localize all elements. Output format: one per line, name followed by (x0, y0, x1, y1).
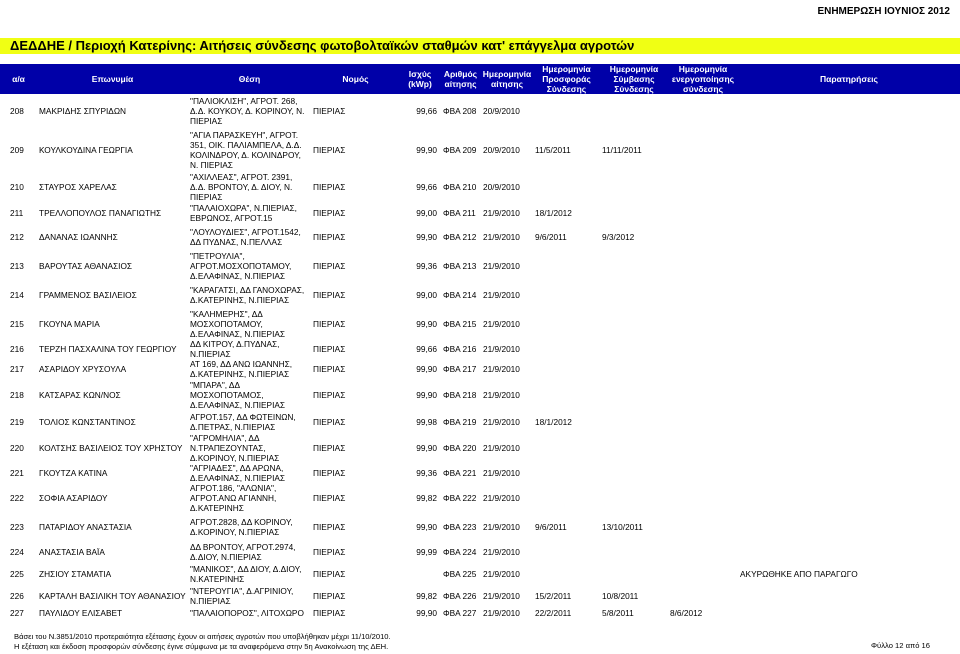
cell-location: "ΑΓΙΑ ΠΑΡΑΣΚΕΥΗ", ΑΓΡΟΤ. 351, ΟΙΚ. ΠΑΛΙΑΜΠΕΛΑ, Δ.Δ. ΚΟΛΙΝΔΡΟΥ, Δ. ΚΟΛΙΝΔΡΟΥ, Ν. ΠΙΕΡΙΑΣ (190, 130, 302, 170)
cell-activation-date (668, 359, 738, 379)
cell-prefecture: ΠΙΕΡΙΑΣ (313, 232, 346, 242)
cell-name: ΚΟΛΤΣΗΣ ΒΑΣΙΛΕΙΟΣ ΤΟΥ ΧΡΗΣΤΟΥ (39, 443, 183, 453)
cell-name: ΓΡΑΜΜΕΝΟΣ ΒΑΣΙΛΕΙΟΣ (39, 290, 137, 300)
cell-activation-date (668, 411, 738, 433)
cell-aa: 223 (10, 522, 24, 532)
table-row (0, 411, 960, 433)
page-title-text: ΔΕΔΔΗΕ / Περιοχή Κατερίνης: Αιτήσεις σύνδεσης φωτοβολταϊκών σταθμών κατ' επάγγελμα αγροτών (10, 38, 635, 53)
cell-offer-date (533, 309, 600, 339)
cell-offer-date (533, 172, 600, 202)
cell-contract-date: 9/3/2012 (602, 232, 635, 242)
cell-contract-date (600, 433, 668, 463)
cell-prefecture: ΠΙΕΡΙΑΣ (313, 443, 346, 453)
table-row (0, 309, 960, 339)
cell-prefecture: ΠΙΕΡΙΑΣ (313, 608, 346, 618)
cell-activation-date (668, 202, 738, 223)
cell-app-number: ΦΒΑ 219 (443, 417, 477, 427)
cell-app-date: 21/9/2010 (483, 591, 520, 601)
cell-offer-date: 18/1/2012 (535, 207, 572, 218)
cell-aa: 215 (10, 319, 24, 329)
cell-offer-date (533, 433, 600, 463)
cell-power: 99,90 (416, 443, 437, 453)
cell-app-date: 20/9/2010 (483, 145, 520, 155)
cell-name: ΑΝΑΣΤΑΣΙΑ ΒΑΪΑ (39, 547, 105, 557)
cell-notes (738, 379, 960, 411)
cell-app-number: ΦΒΑ 224 (443, 547, 477, 557)
cell-notes (738, 251, 960, 281)
table-row (0, 339, 960, 359)
cell-app-date: 21/9/2010 (483, 417, 520, 427)
cell-power: 99,82 (416, 591, 437, 601)
cell-location: "ΜΠΑΡΑ", ΔΔ ΜΟΣΧΟΠΟΤΑΜΟΣ, Δ.ΕΛΑΦΙΝΑΣ, Ν.ΠΙΕΡΙΑΣ (190, 380, 286, 410)
cell-power: 99,90 (416, 522, 437, 532)
cell-app-date: 20/9/2010 (483, 182, 520, 192)
col-header-name: Επωνυμία (37, 64, 188, 94)
cell-location: "ΑΧΙΛΛΕΑΣ", ΑΓΡΟΤ. 2391, Δ.Δ. ΒΡΟΝΤΟΥ, Δ. ΔΙΟΥ, Ν. ΠΙΕΡΙΑΣ (190, 172, 293, 202)
cell-power: 99,00 (416, 290, 437, 300)
cell-power: 99,98 (416, 417, 437, 427)
table-row (0, 281, 960, 309)
cell-prefecture: ΠΙΕΡΙΑΣ (313, 569, 346, 579)
cell-name: ΑΣΑΡΙΔΟΥ ΧΡΥΣΟΥΛΑ (39, 364, 127, 374)
cell-app-number: ΦΒΑ 227 (443, 608, 477, 618)
cell-contract-date: 10/8/2011 (602, 591, 639, 601)
table-row (0, 541, 960, 563)
cell-location: "ΜΑΝΙΚΟΣ", ΔΔ ΔΙΟΥ, Δ.ΔΙΟΥ, Ν.ΚΑΤΕΡΙΝΗΣ (190, 564, 302, 584)
cell-activation-date (668, 563, 738, 585)
cell-name: ΚΟΥΛΚΟΥΔΙΝΑ ΓΕΩΡΓΙΑ (39, 145, 133, 155)
table-row (0, 202, 960, 223)
cell-power: 99,36 (416, 468, 437, 478)
cell-app-number: ΦΒΑ 223 (443, 522, 477, 532)
cell-location: "ΚΑΛΗΜΕΡΗΣ", ΔΔ ΜΟΣΧΟΠΟΤΑΜΟΥ, Δ.ΕΛΑΦΙΝΑΣ, Ν.ΠΙΕΡΙΑΣ (190, 309, 286, 339)
cell-prefecture: ΠΙΕΡΙΑΣ (313, 106, 346, 116)
cell-power: 99,90 (416, 390, 437, 400)
cell-contract-date (600, 483, 668, 513)
table-row (0, 94, 960, 128)
cell-app-date: 21/9/2010 (483, 261, 520, 271)
cell-contract-date (600, 463, 668, 483)
cell-activation-date (668, 379, 738, 411)
cell-prefecture: ΠΙΕΡΙΑΣ (313, 344, 346, 354)
footer-line-2: Η εξέταση και έκδοση προσφορών σύνδεσης έγινε σύμφωνα με τα αναφερόμενα στην 5η Ανακοίνωση της ΔΕΗ. (14, 642, 389, 651)
cell-location: "ΠΑΛΑΙΟΧΩΡΑ", Ν.ΠΙΕΡΙΑΣ, ΕΒΡΩΝΟΣ, ΑΓΡΟΤ.15 (190, 202, 297, 223)
cell-app-date: 21/9/2010 (483, 608, 520, 618)
table-body (0, 94, 960, 619)
cell-aa: 222 (10, 493, 24, 503)
cell-location: "ΠΑΛΙΟΚΛΙΣΗ", ΑΓΡΟΤ. 268, Δ.Δ. ΚΟΥΚΟΥ, Δ. ΚΟΡΙΝΟΥ, Ν. ΠΙΕΡΙΑΣ (190, 96, 305, 126)
cell-app-date: 21/9/2010 (483, 290, 520, 300)
cell-power: 99,90 (416, 319, 437, 329)
cell-prefecture: ΠΙΕΡΙΑΣ (313, 468, 346, 478)
cell-aa: 225 (10, 569, 24, 579)
cell-prefecture: ΠΙΕΡΙΑΣ (313, 145, 346, 155)
table-row (0, 172, 960, 202)
cell-location: "ΛΟΥΛΟΥΔΙΕΣ", ΑΓΡΟΤ.1542, ΔΔ ΠΥΔΝΑΣ, Ν.ΠΕΛΛΑΣ (190, 227, 301, 247)
cell-aa: 209 (10, 145, 24, 155)
cell-aa: 224 (10, 547, 24, 557)
cell-notes (738, 94, 960, 128)
cell-activation-date (668, 94, 738, 128)
cell-contract-date (600, 379, 668, 411)
col-header-app-number: Αριθμός αίτησης (440, 64, 481, 94)
cell-location: ΔΔ ΒΡΟΝΤΟΥ, ΑΓΡΟΤ.2974, Δ.ΔΙΟΥ, Ν.ΠΙΕΡΙΑΣ (190, 542, 296, 562)
cell-offer-date: 9/6/2011 (535, 232, 567, 242)
cell-offer-date (533, 463, 600, 483)
cell-app-date: 21/9/2010 (483, 390, 520, 400)
cell-app-date: 20/9/2010 (483, 106, 520, 116)
col-header-prefecture: Νομός (311, 64, 400, 94)
cell-prefecture: ΠΙΕΡΙΑΣ (313, 319, 346, 329)
cell-app-number: ΦΒΑ 211 (443, 207, 476, 218)
cell-prefecture: ΠΙΕΡΙΑΣ (313, 493, 346, 503)
cell-aa: 213 (10, 261, 24, 271)
col-header-contract-date: Ημερομηνία Σύμβασης Σύνδεσης (600, 64, 668, 94)
cell-prefecture: ΠΙΕΡΙΑΣ (313, 390, 346, 400)
cell-activation-date (668, 483, 738, 513)
page-number: Φύλλο 12 από 16 (871, 641, 930, 650)
cell-prefecture: ΠΙΕΡΙΑΣ (313, 364, 346, 374)
cell-name: ΚΑΤΣΑΡΑΣ ΚΩΝ/ΝΟΣ (39, 390, 121, 400)
table-row (0, 251, 960, 281)
cell-offer-date (533, 483, 600, 513)
cell-notes (738, 281, 960, 309)
cell-name: ΓΚΟΥΝΑ ΜΑΡΙΑ (39, 319, 100, 329)
col-header-aa: α/α (0, 64, 37, 94)
cell-contract-date (600, 411, 668, 433)
cell-offer-date (533, 563, 600, 585)
cell-aa: 221 (10, 468, 24, 478)
cell-power: 99,82 (416, 493, 437, 503)
cell-notes (738, 128, 960, 172)
footer-line-1: Βάσει του Ν.3851/2010 προτεραιότητα εξέτασης έχουν οι αιτήσεις αγροτών που υποβλήθηκαν μέχρι 11/10/2010. (14, 632, 391, 641)
cell-app-number: ΦΒΑ 220 (443, 443, 477, 453)
cell-activation-date (668, 281, 738, 309)
table-row (0, 128, 960, 172)
col-header-activation-date: Ημερομηνία ενεργοποίησης σύνδεσης (668, 64, 738, 94)
table-row (0, 359, 960, 379)
cell-aa: 211 (10, 207, 24, 218)
cell-aa: 212 (10, 232, 24, 242)
cell-offer-date (533, 94, 600, 128)
cell-name: ΣΟΦΙΑ ΑΣΑΡΙΔΟΥ (39, 493, 108, 503)
cell-name: ΜΑΚΡΙΔΗΣ ΣΠΥΡΙΔΩΝ (39, 106, 127, 116)
cell-aa: 217 (10, 364, 24, 374)
footer-notes (14, 632, 391, 652)
cell-app-date: 21/9/2010 (483, 319, 520, 329)
cell-location: "ΑΓΡΙΑΔΕΣ", ΔΔ ΑΡΩΝΑ, Δ.ΕΛΑΦΙΝΑΣ, Ν.ΠΙΕΡΙΑΣ (190, 463, 286, 483)
cell-location: "ΚΑΡΑΓΑΤΣΙ, ΔΔ ΓΑΝΟΧΩΡΑΣ, Δ.ΚΑΤΕΡΙΝΗΣ, Ν.ΠΙΕΡΙΑΣ (190, 285, 305, 305)
cell-power: 99,90 (416, 364, 437, 374)
cell-activation-date (668, 251, 738, 281)
cell-location: "ΑΓΡΟΜΗΛΙΑ", ΔΔ Ν.ΤΡΑΠΕΖΟΥΝΤΑΣ, Δ.ΚΟΡΙΝΟΥ, Ν.ΠΙΕΡΙΑΣ (190, 433, 280, 463)
cell-offer-date: 15/2/2011 (535, 591, 572, 601)
cell-contract-date (600, 339, 668, 359)
cell-location: ΑΓΡΟΤ.157, ΔΔ ΦΩΤΕΙΝΩΝ, Δ.ΠΕΤΡΑΣ, Ν.ΠΙΕΡΙΑΣ (190, 412, 296, 432)
cell-notes (738, 433, 960, 463)
cell-activation-date (668, 128, 738, 172)
cell-contract-date: 13/10/2011 (602, 522, 643, 532)
cell-location: ΔΔ ΚΙΤΡΟΥ, Δ.ΠΥΔΝΑΣ, Ν.ΠΙΕΡΙΑΣ (190, 339, 280, 359)
cell-app-date: 21/9/2010 (483, 443, 520, 453)
table-row (0, 379, 960, 411)
cell-app-number: ΦΒΑ 221 (443, 468, 477, 478)
cell-contract-date (600, 281, 668, 309)
cell-activation-date (668, 433, 738, 463)
cell-aa: 226 (10, 591, 24, 601)
cell-notes (738, 339, 960, 359)
table-row (0, 223, 960, 251)
cell-contract-date: 5/8/2011 (602, 608, 634, 618)
cell-offer-date (533, 281, 600, 309)
cell-activation-date (668, 541, 738, 563)
cell-contract-date (600, 172, 668, 202)
cell-notes (738, 607, 960, 619)
cell-contract-date: 11/11/2011 (602, 145, 642, 155)
cell-app-number: ΦΒΑ 226 (443, 591, 477, 601)
cell-app-date: 21/9/2010 (483, 493, 520, 503)
cell-name: ΣΤΑΥΡΟΣ ΧΑΡΕΛΑΣ (39, 182, 117, 192)
cell-app-date: 21/9/2010 (483, 522, 520, 532)
cell-app-date: 21/9/2010 (483, 207, 520, 218)
cell-app-number: ΦΒΑ 222 (443, 493, 477, 503)
cell-app-number: ΦΒΑ 217 (443, 364, 477, 374)
cell-app-number: ΦΒΑ 218 (443, 390, 477, 400)
cell-name: ΓΚΟΥΤΖΑ ΚΑΤΙΝΑ (39, 468, 108, 478)
table-row (0, 513, 960, 541)
cell-prefecture: ΠΙΕΡΙΑΣ (313, 207, 346, 218)
cell-offer-date (533, 339, 600, 359)
cell-aa: 220 (10, 443, 24, 453)
cell-app-date: 21/9/2010 (483, 547, 520, 557)
table-row (0, 433, 960, 463)
cell-app-date: 21/9/2010 (483, 569, 520, 579)
col-header-offer-date: Ημερομηνία Προσφοράς Σύνδεσης (533, 64, 600, 94)
cell-aa: 208 (10, 106, 24, 116)
col-header-notes: Παρατηρήσεις (738, 64, 960, 94)
col-header-location: Θέση (188, 64, 311, 94)
cell-app-number: ΦΒΑ 212 (443, 232, 477, 242)
cell-notes (738, 411, 960, 433)
cell-aa: 219 (10, 417, 24, 427)
cell-activation-date: 8/6/2012 (670, 608, 703, 618)
cell-power: 99,90 (416, 608, 437, 618)
table-header-row (0, 64, 960, 94)
cell-location: "ΝΤΕΡΟΥΓΙΑ", Δ.ΑΓΡΙΝΙΟΥ, Ν.ΠΙΕΡΙΑΣ (190, 586, 294, 606)
cell-power: 99,90 (416, 232, 437, 242)
cell-offer-date: 18/1/2012 (535, 417, 572, 427)
table-row (0, 563, 960, 585)
cell-prefecture: ΠΙΕΡΙΑΣ (313, 182, 346, 192)
cell-name: ΤΕΡΖΗ ΠΑΣΧΑΛΙΝΑ ΤΟΥ ΓΕΩΡΓΙΟΥ (39, 344, 177, 354)
cell-app-number: ΦΒΑ 215 (443, 319, 477, 329)
cell-notes (738, 202, 960, 223)
cell-offer-date (533, 541, 600, 563)
cell-aa: 216 (10, 344, 24, 354)
cell-notes (738, 309, 960, 339)
cell-contract-date (600, 251, 668, 281)
cell-name: ΠΑΥΛΙΔΟΥ ΕΛΙΣΑΒΕΤ (39, 608, 123, 618)
cell-app-number: ΦΒΑ 214 (443, 290, 477, 300)
cell-activation-date (668, 585, 738, 607)
cell-power: 99,66 (416, 106, 437, 116)
cell-power (400, 563, 440, 585)
cell-prefecture: ΠΙΕΡΙΑΣ (313, 591, 346, 601)
cell-location: "ΠΕΤΡΟΥΛΙΑ", ΑΓΡΟΤ.ΜΟΣΧΟΠΟΤΑΜΟΥ, Δ.ΕΛΑΦΙΝΑΣ, Ν.ΠΙΕΡΙΑΣ (190, 251, 292, 281)
cell-offer-date (533, 379, 600, 411)
cell-contract-date (600, 541, 668, 563)
cell-offer-date: 22/2/2011 (535, 608, 572, 618)
cell-notes: ΑΚΥΡΩΘΗΚΕ ΑΠΟ ΠΑΡΑΓΩΓΟ (740, 569, 858, 579)
table-row (0, 607, 960, 619)
cell-notes (738, 541, 960, 563)
cell-activation-date (668, 339, 738, 359)
cell-contract-date (600, 309, 668, 339)
page-title (0, 38, 960, 54)
cell-activation-date (668, 223, 738, 251)
cell-location: "ΠΑΛΑΙΟΠΟΡΟΣ", ΛΙΤΟΧΩΡΟ (190, 608, 304, 618)
cell-prefecture: ΠΙΕΡΙΑΣ (313, 290, 346, 300)
col-header-app-date: Ημερομηνία αίτησης (481, 64, 533, 94)
cell-name: ΤΟΛΙΟΣ ΚΩΝΣΤΑΝΤΙΝΟΣ (39, 417, 136, 427)
cell-aa: 210 (10, 182, 24, 192)
cell-offer-date (533, 251, 600, 281)
cell-contract-date (600, 94, 668, 128)
cell-offer-date (533, 359, 600, 379)
cell-name: ΖΗΣΙΟΥ ΣΤΑΜΑΤΙΑ (39, 569, 112, 579)
col-header-power: Ισχύς (kWp) (400, 64, 440, 94)
cell-name: ΒΑΡΟΥΤΑΣ ΑΘΑΝΑΣΙΟΣ (39, 261, 133, 271)
cell-notes (738, 483, 960, 513)
cell-notes (738, 513, 960, 541)
cell-aa: 218 (10, 390, 24, 400)
cell-prefecture: ΠΙΕΡΙΑΣ (313, 417, 346, 427)
table-row (0, 483, 960, 513)
cell-offer-date: 11/5/2011 (535, 145, 571, 155)
cell-aa: 227 (10, 608, 24, 618)
cell-app-number: ΦΒΑ 208 (443, 106, 477, 116)
cell-power: 99,36 (416, 261, 437, 271)
cell-notes (738, 585, 960, 607)
cell-contract-date (600, 202, 668, 223)
cell-location: ΑΓΡΟΤ.2828, ΔΔ ΚΟΡΙΝΟΥ, Δ.ΚΟΡΙΝΟΥ, Ν.ΠΙΕΡΙΑΣ (190, 517, 293, 537)
cell-activation-date (668, 463, 738, 483)
cell-app-number: ΦΒΑ 210 (443, 182, 477, 192)
table-row (0, 463, 960, 483)
applications-table (0, 64, 960, 619)
cell-prefecture: ΠΙΕΡΙΑΣ (313, 547, 346, 557)
cell-power: 99,66 (416, 182, 437, 192)
cell-name: ΚΑΡΤΑΛΗ ΒΑΣΙΛΙΚΗ ΤΟΥ ΑΘΑΝΑΣΙΟΥ (39, 591, 186, 601)
cell-activation-date (668, 172, 738, 202)
cell-app-date: 21/9/2010 (483, 232, 520, 242)
cell-activation-date (668, 309, 738, 339)
cell-prefecture: ΠΙΕΡΙΑΣ (313, 261, 346, 271)
cell-location: ΑΓΡΟΤ.186, "ΑΛΩΝΙΑ", ΑΓΡΟΤ.ΑΝΩ ΑΓΙΑΝΝΗ, Δ.ΚΑΤΕΡΙΝΗΣ (190, 483, 277, 513)
cell-app-number: ΦΒΑ 225 (443, 569, 477, 579)
cell-prefecture: ΠΙΕΡΙΑΣ (313, 522, 346, 532)
cell-app-date: 21/9/2010 (483, 468, 520, 478)
cell-app-number: ΦΒΑ 213 (443, 261, 477, 271)
cell-location: ΑΤ 169, ΔΔ ΑΝΩ ΙΩΑΝΝΗΣ, Δ.ΚΑΤΕΡΙΝΗΣ, Ν.ΠΙΕΡΙΑΣ (190, 359, 293, 379)
cell-name: ΔΑΝΑΝΑΣ ΙΩΑΝΝΗΣ (39, 232, 118, 242)
cell-aa: 214 (10, 290, 24, 300)
cell-app-number: ΦΒΑ 209 (443, 145, 477, 155)
cell-app-date: 21/9/2010 (483, 344, 520, 354)
cell-notes (738, 359, 960, 379)
cell-power: 99,66 (416, 344, 437, 354)
cell-notes (738, 223, 960, 251)
cell-notes (738, 172, 960, 202)
cell-contract-date (600, 563, 668, 585)
cell-power: 99,90 (416, 145, 437, 155)
cell-activation-date (668, 513, 738, 541)
cell-app-date: 21/9/2010 (483, 364, 520, 374)
cell-offer-date: 9/6/2011 (535, 522, 567, 532)
cell-notes (738, 463, 960, 483)
cell-name: ΤΡΕΛΛΟΠΟΥΛΟΣ ΠΑΝΑΓΙΩΤΗΣ (39, 207, 162, 218)
cell-app-number: ΦΒΑ 216 (443, 344, 477, 354)
cell-power: 99,00 (416, 207, 437, 218)
table-row (0, 585, 960, 607)
cell-contract-date (600, 359, 668, 379)
cell-name: ΠΑΤΑΡΙΔΟΥ ΑΝΑΣΤΑΣΙΑ (39, 522, 132, 532)
top-right-update-label: ΕΝΗΜΕΡΩΣΗ ΙΟΥΝΙΟΣ 2012 (817, 6, 950, 17)
cell-power: 99,99 (416, 547, 437, 557)
